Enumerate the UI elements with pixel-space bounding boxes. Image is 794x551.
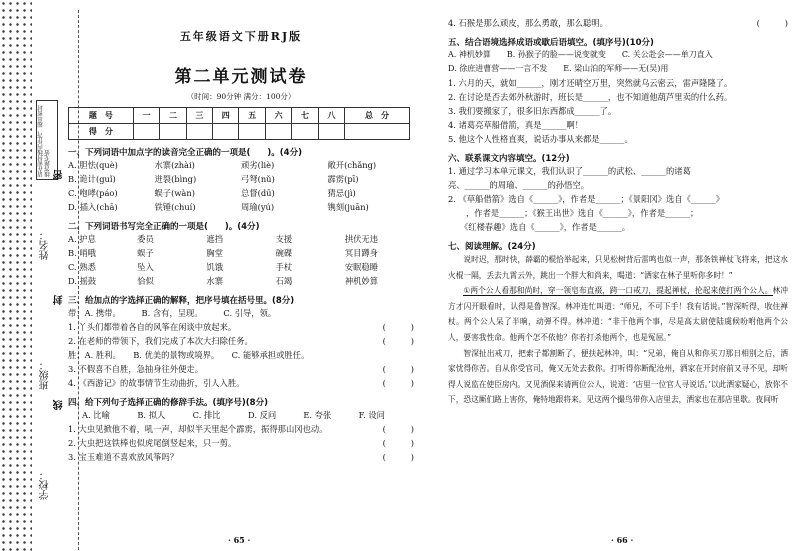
reading-passage xyxy=(448,252,788,408)
q4-item-1-text: 1. 大虫见掀他不着，吼一声，却似半天里起个霹雳，振得那山冈也动。 xyxy=(68,424,328,434)
q2-b4: 碗碟 xyxy=(275,248,293,258)
q6-item-2: 2. 《草船借箭》选自《______》，作者是______；《景阳冈》选自《______》 xyxy=(448,194,725,204)
q2-option-d xyxy=(68,274,414,288)
q1-option-a xyxy=(68,158,414,172)
score-cell[interactable] xyxy=(239,124,265,140)
q6-item-2-cont: ，作者是______；《猴王出世》选自《______》，作者是______； xyxy=(466,208,699,218)
score-label: 得 分 xyxy=(69,124,134,140)
left-margin xyxy=(32,0,64,551)
q1-a1: A. 胆怯(què) xyxy=(68,160,118,170)
q4-opt-c: C. 排比 xyxy=(192,410,221,420)
q1-option-d xyxy=(68,200,414,214)
q2-d1: D. 摇鼓 xyxy=(68,276,97,286)
q2-c3: 饥饿 xyxy=(206,262,224,272)
q4-item-2-text: 2. 大虫把这铁棒也似虎尾倒竖起来，只一剪。 xyxy=(68,438,237,448)
q3-item-3 xyxy=(68,362,414,376)
q2-c5: 安眠稳睡 xyxy=(344,262,379,272)
q2-d4: 石竭 xyxy=(275,276,293,286)
score-head: 三 xyxy=(186,108,212,124)
answer-paren[interactable]: ( ) xyxy=(382,364,414,374)
score-head: 七 xyxy=(292,108,318,124)
q1-c2: 蜈子(wàn) xyxy=(154,188,195,198)
underlined-sentence: ①两个公人看那和尚时，穿一领皂布直裰，跨一口戒刀，提起禅杖，抡起来使打两个公人。 xyxy=(463,286,773,296)
q1-b2: 迸裂(bìng) xyxy=(154,174,197,184)
passage-para-3: 智深扯出戒刀，把索子都割断了，便扶起林冲，叫：“兄弟，俺自从和你买刀那日相别之后，洒家忧得你苦。自从你受官司，俺又无处去救你。打听得你断配沧州，洒家在开封府前又寻不见，却听得人说监在使臣房内。又见酒保来请两位公人，说道：‘店里一位官人寻说话。’以此洒家疑心，放你不下，恐这厮们路上害你，俺特地跟将来。见这两个撮鸟带你入店里去，洒家也在那店里歇。夜间听 xyxy=(448,348,788,405)
q5-item-5: 5. 他这个人性格直爽，说话办事从来都是______。 xyxy=(448,134,633,144)
q3-item-1-text: 1. 丫头们都带着各自的风筝在闲谈中放起来。 xyxy=(68,322,237,332)
q1-d2: 铁锤(chuí) xyxy=(154,202,196,212)
q3-item-2 xyxy=(68,334,414,348)
q2-a4: 支援 xyxy=(275,234,293,244)
q5-item-1: 1. 六月的天，就如______，刚才还晴空万里，突然就乌云密云，雷声隆隆了。 xyxy=(448,78,733,88)
q1-a3: 顽劣(liè) xyxy=(241,160,275,170)
page-title: 第二单元测试卷 xyxy=(174,67,308,87)
q3-definitions-dai: 带：A. 携带。 B. 含有，呈现。 C. 引导，领。 xyxy=(68,308,277,318)
q4-item-4-text: 4. 石猴是那么顽皮，那么勇敢，那么聪明。 xyxy=(448,18,608,28)
q1-b4: 霹雳(pī) xyxy=(327,174,359,184)
q3-item-1 xyxy=(68,320,414,334)
q3-item-4-text: 4. 《西游记》的故事情节生动曲折，引人入胜。 xyxy=(68,378,245,388)
q1-a2: 水寨(zhài) xyxy=(154,160,195,170)
q1-c4: 猜忌(jì) xyxy=(327,188,356,198)
score-head: 四 xyxy=(213,108,239,124)
school-label: 学校： xyxy=(40,470,51,500)
exam-info: （时间：90分钟 满分：100分） xyxy=(186,92,296,101)
q5-title: 五、结合语境选择成语或歇后语填空。(填序号)(10分) xyxy=(448,38,654,48)
q2-option-a xyxy=(68,232,414,246)
q2-d2: 恰似 xyxy=(137,276,154,286)
q4-opt-d: D. 反问 xyxy=(247,410,277,420)
score-table xyxy=(68,107,410,140)
q1-c3: 总督(dū) xyxy=(241,188,275,198)
q1-d1: D. 插入(chā) xyxy=(68,202,118,212)
q5-item-4: 4. 诸葛亮草船借箭，真是______啊！ xyxy=(448,120,584,130)
q2-c4: 手杖 xyxy=(275,262,293,272)
q1-a4: 敞开(chǎng) xyxy=(327,160,377,170)
q2-c1: C. 熟悉 xyxy=(68,262,96,272)
q2-a1: A. 护息 xyxy=(68,234,96,244)
name-label: 姓名： xyxy=(40,230,51,260)
q4-item-1 xyxy=(68,422,414,436)
q2-a5: 拱伏无违 xyxy=(344,234,379,244)
score-cell[interactable] xyxy=(345,124,410,140)
q2-c2: 坠入 xyxy=(137,262,154,272)
q4-opt-f: F. 设问 xyxy=(358,410,385,420)
passage-para-1: 说时迟，那时快，薛霸的棍恰举起来，只见松树背后雷鸣也似一声，那条铁禅杖飞将来，把这水火棍一隔，丢去九霄云外，跳出一个胖大和尚来，喝道：“洒家在林子里听你多时！” xyxy=(448,255,788,280)
page-number-left: · 65 · xyxy=(228,535,251,545)
score-head: 二 xyxy=(160,108,186,124)
score-cell[interactable] xyxy=(318,124,344,140)
q1-b1: B. 诡计(guǐ) xyxy=(68,174,116,184)
seal-char-2: 封 xyxy=(54,295,65,305)
passage-para-2-rest: 林冲方才闪开眼看时，认得是鲁智深。林冲连忙叫道：“师兄，不可下手！我有话说。”智深听得，收住禅杖。两个公人呆了半晌，动弹不得。林冲道：“非干他两个事，尽是高太尉使陆虞候吩咐他两个公人，要害我性命。他两个怎不依他？你若打杀他两个，也是冤屈。” xyxy=(448,286,788,342)
q2-d5: 神机妙算 xyxy=(344,276,379,286)
q3-item-3-text: 3. 不假喜不自胜，急抽身往外便走。 xyxy=(68,364,204,374)
score-cell[interactable] xyxy=(265,124,291,140)
score-head: 六 xyxy=(265,108,291,124)
q2-b5: 冥目蹲身 xyxy=(344,248,379,258)
q4-title: 四、给下列句子选择正确的修辞手法。(填序号)(8分) xyxy=(68,398,268,408)
q1-b3: 弓弩(nǔ) xyxy=(241,174,275,184)
seal-char-1: 密 xyxy=(54,170,65,180)
q5-options-2: D. 徐庶进曹营——一言不发 E. 梁山泊的军师——无(吴)用 xyxy=(448,64,669,73)
binding-dots xyxy=(0,0,32,551)
score-cell[interactable] xyxy=(292,124,318,140)
q2-b1: B. 哨哦 xyxy=(68,248,96,258)
q3-title: 三、给加点的字选择正确的解释，把序号填在括号里。(8分) xyxy=(68,296,295,306)
q1-option-c xyxy=(68,186,414,200)
q4-item-2 xyxy=(68,436,414,450)
q1-title: 一、下列词语中加点字的读音完全正确的一项是( )。(4分) xyxy=(68,148,302,158)
q4-opt-e: E. 夸张 xyxy=(303,410,332,420)
q1-option-b xyxy=(68,172,414,186)
q1-c1: C. 咆哮(páo) xyxy=(68,188,118,198)
answer-paren[interactable]: ( ) xyxy=(382,438,414,448)
series-title: 五年级语文下册RJ版 xyxy=(179,30,303,43)
right-page xyxy=(448,0,788,551)
q3-item-4 xyxy=(68,376,414,390)
left-page xyxy=(68,0,414,551)
q5-item-2: 2. 在讨论是否去郊外秋游时，班长是______，也不知道他葫芦里卖的什么药。 xyxy=(448,92,733,102)
q4-opt-b: B. 拟人 xyxy=(137,410,166,420)
score-cell[interactable] xyxy=(186,124,212,140)
page-number-right: · 66 · xyxy=(608,535,636,545)
score-cell[interactable] xyxy=(133,124,159,140)
score-head: 题 号 xyxy=(69,108,134,124)
q1-d4: 镌刻(juān) xyxy=(327,202,369,212)
answer-paren[interactable]: ( ) xyxy=(382,378,414,388)
answer-paren[interactable]: ( ) xyxy=(382,452,414,462)
q2-option-c xyxy=(68,260,414,274)
q4-item-3-text: 3. 宝玉难道不喜欢放风筝吗？ xyxy=(68,452,179,462)
q7-title: 七、阅读理解。(24分) xyxy=(448,242,536,252)
q2-b3: 胸堂 xyxy=(206,248,224,258)
score-head: 总 分 xyxy=(345,108,410,124)
q4-item-3 xyxy=(68,450,414,464)
q5-options-1: A. 神机妙算 B. 孙猴子的脸——说变就变 C. 关公赴会——单刀直入 xyxy=(448,50,713,59)
q4-opt-a: A. 比喻 xyxy=(82,410,110,420)
q3-item-2-text: 2. 在老师的带领下，我们完成了本次大扫除任务。 xyxy=(68,336,253,346)
score-cell[interactable] xyxy=(213,124,239,140)
seal-char-3: 线 xyxy=(54,400,65,410)
answer-paren[interactable]: ( ) xyxy=(382,424,414,434)
q2-b2: 蜈子 xyxy=(137,248,154,258)
answer-paren[interactable]: ( ) xyxy=(382,336,414,346)
q1-d3: 周瑜(yú) xyxy=(241,202,275,212)
q6-item-1: 1. 通过学习本单元课文，我们认识了______的武松、______的诸葛 xyxy=(448,166,691,176)
q6-item-2-end: 《红楼春趣》选自《______》，作者是______。 xyxy=(460,222,631,232)
class-label: 班级： xyxy=(40,360,51,390)
score-head: 一 xyxy=(133,108,159,124)
q2-d3: 水寨 xyxy=(206,276,224,286)
answer-paren[interactable]: ( ) xyxy=(756,18,788,28)
score-head: 八 xyxy=(318,108,344,124)
margin-note: 请在密封线内作答，超出密封线答题无效 xyxy=(36,100,58,180)
q2-a2: 委员 xyxy=(137,234,154,244)
q5-item-3: 3. 我们要搬家了，很多旧东西都成______了。 xyxy=(448,106,617,116)
q6-item-1-cont: 亮、______的周瑜、______的孙悟空。 xyxy=(448,180,590,190)
passage-para-2 xyxy=(448,283,788,345)
q4-options xyxy=(68,408,414,422)
q4-item-4 xyxy=(448,16,788,30)
q2-title: 二、下列词语书写完全正确的一项是( )。(4分) xyxy=(68,222,260,232)
q6-title: 六、联系课文内容填空。(12分) xyxy=(448,154,570,164)
score-head: 五 xyxy=(239,108,265,124)
score-cell[interactable] xyxy=(160,124,186,140)
q2-a3: 遮挡 xyxy=(206,234,224,244)
answer-paren[interactable]: ( ) xyxy=(382,322,414,332)
q2-option-b xyxy=(68,246,414,260)
q3-definitions-sheng: 胜：A. 胜利。 B. 优美的景物或境界。 C. 能够承担或胜任。 xyxy=(68,350,310,360)
